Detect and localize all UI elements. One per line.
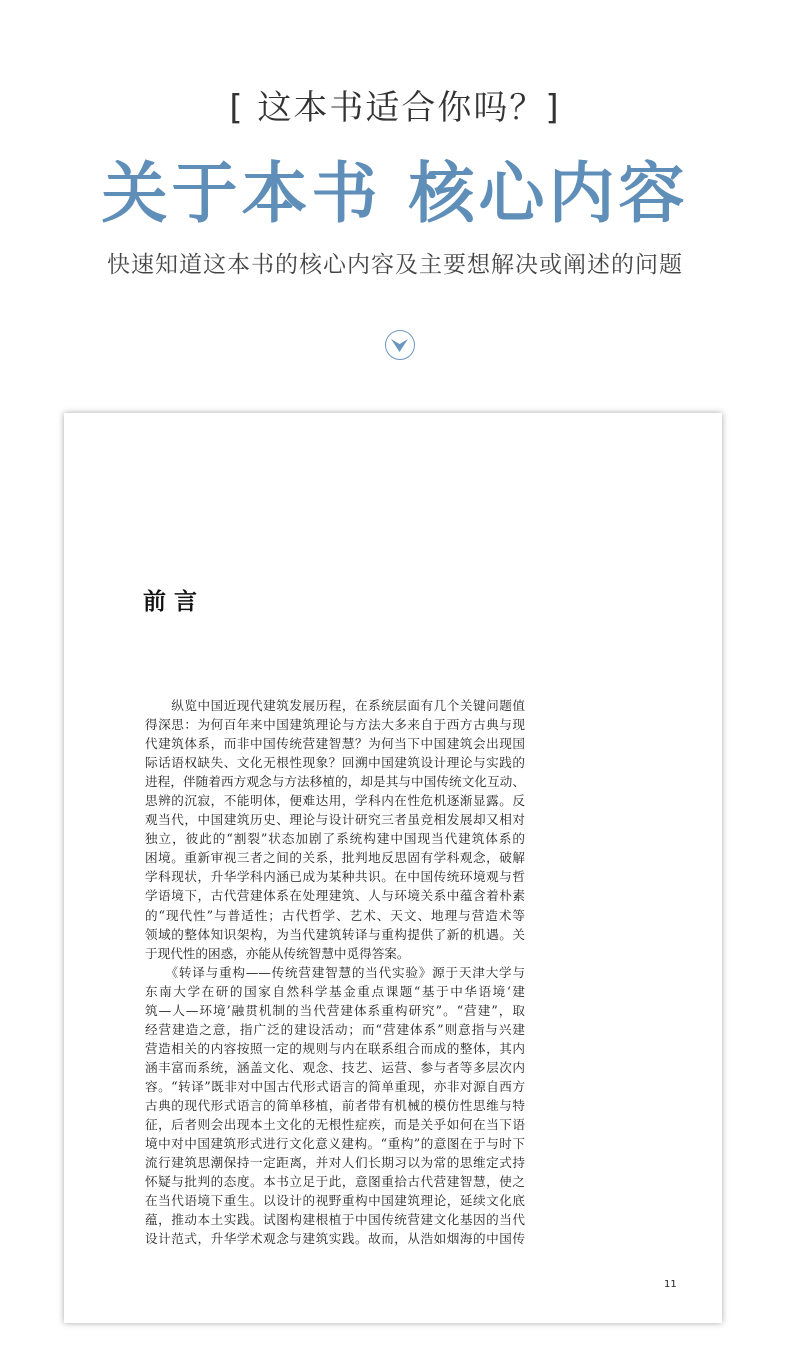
text-line: 蕴，推动本土实践。试图构建根植于中国传统营建文化基因的当代: [145, 1212, 525, 1228]
text-line: 得深思：为何百年来中国建筑理论与方法大多来自于西方古典与现: [145, 717, 525, 733]
text-line: 容。“转译”既非对中国古代形式语言的简单重现，亦非对源自西方: [145, 1078, 525, 1094]
preface-text: [145, 696, 525, 1248]
text-line: 观当代，中国建筑历史、理论与设计研究三者虽竞相发展却又相对: [145, 812, 525, 828]
text-line: 代建筑体系，而非中国传统营建智慧？为何当下中国建筑会出现国: [145, 736, 525, 752]
text-line: 于现代性的困惑，亦能从传统智慧中觅得答案。: [145, 945, 410, 961]
text-line: 学语境下，古代营建体系在处理建筑、人与环境关系中蕴含着朴素: [145, 888, 525, 904]
text-line: 《转译与重构——传统营建智慧的当代实验》源于天津大学与: [145, 964, 525, 980]
text-line: 古典的现代形式语言的简单移植，前者带有机械的模仿性思维与特: [145, 1097, 525, 1113]
text-line: 涵丰富而系统，涵盖文化、观念、技艺、运营、参与者等多层次内: [145, 1059, 525, 1075]
text-line: 设计范式，升华学术观念与建筑实践。故而，从浩如烟海的中国传: [145, 1231, 525, 1247]
chevron-down-circle-icon: [385, 330, 415, 360]
text-line: 流行建筑思潮保持一定距离，并对人们长期习以为常的思维定式持: [145, 1155, 525, 1171]
book-page: [64, 413, 722, 1323]
text-line: 际话语权缺失、文化无根性现象？回溯中国建筑设计理论与实践的: [145, 755, 525, 771]
text-line: 纵览中国近现代建筑发展历程，在系统层面有几个关键问题值: [145, 698, 525, 713]
text-line: 营造相关的内容按照一定的规则与内在联系组合而成的整体，其内: [145, 1040, 525, 1056]
text-line: 学科现状，升华学科内涵已成为某种共识。在中国传统环境观与哲: [145, 869, 525, 885]
kicker-question: [ 这本书适合你吗？]: [229, 88, 561, 128]
text-line: 思辨的沉寂，不能明体，便难达用，学科内在性危机逐渐显露。反: [145, 793, 525, 809]
text-line: 在当代语境下重生。以设计的视野重构中国建筑理论，延续文化底: [145, 1193, 525, 1209]
text-line: 独立，彼此的“割裂”状态加剧了系统构建中国现当代建筑体系的: [145, 831, 525, 847]
page-heading: 前言: [143, 588, 205, 615]
text-line: 进程，伴随着西方观念与方法移植的，却是其与中国传统文化互动、: [145, 774, 525, 790]
text-line: 征，后者则会出现本土文化的无根性症疾，而是关乎如何在当下语: [145, 1117, 525, 1133]
text-line: 东南大学在研的国家自然科学基金重点课题“基于中华语境‘建: [145, 983, 525, 999]
page-number: 11: [664, 1279, 677, 1290]
section-subtitle: 快速知道这本书的核心内容及主要想解决或阐述的问题: [107, 252, 683, 278]
text-line: 领域的整体知识架构，为当代建筑转译与重构提供了新的机遇。关: [145, 926, 525, 942]
text-line: 的“现代性”与普适性；古代哲学、艺术、天文、地理与营造术等: [145, 907, 525, 923]
text-line: 经营建造之意，指广泛的建设活动；而“营建体系”则意指与兴建: [145, 1021, 525, 1037]
text-line: 筑—人—环境’融贯机制的当代营建体系重构研究”。“营建”，取: [145, 1002, 525, 1018]
text-line: 境中对中国建筑形式进行文化意义建构。“重构”的意图在于与时下: [145, 1136, 525, 1152]
section-title: 关于本书 核心内容: [101, 154, 689, 232]
text-line: 怀疑与批判的态度。本书立足于此，意图重拾古代营建智慧，使之: [145, 1174, 525, 1190]
text-line: 困境。重新审视三者之间的关系，批判地反思固有学科观念，破解: [145, 850, 525, 866]
